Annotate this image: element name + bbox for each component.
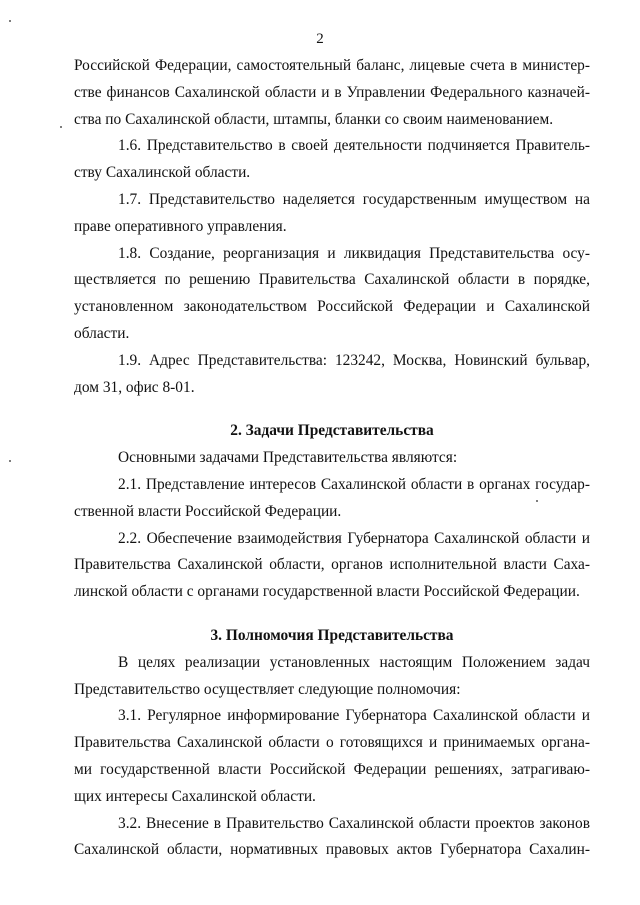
text-line: ства по Сахалинской области, штампы, бланки со своим наименованием.: [74, 110, 554, 128]
text-line: ми государственной власти Российской Федерации решениях, затрагиваю-: [74, 760, 590, 778]
text-line: 1.8. Создание, реорганизация и ликвидация Представительства осу-: [118, 244, 590, 262]
scan-speck: [536, 500, 538, 502]
text-line: Российской Федерации, самостоятельный баланс, лицевые счета в министер-: [74, 57, 590, 74]
text-line: области.: [74, 324, 130, 342]
scan-speck: [60, 126, 62, 128]
text-line: 1.9. Адрес Представительства: 123242, Москва, Новинский бульвар,: [118, 351, 590, 369]
text-line: Правительства Сахалинской области о готовящихся и принимаемых органа-: [74, 734, 590, 752]
page-number: 2: [316, 31, 324, 47]
scan-speck: [9, 20, 11, 22]
text-line: 3.2. Внесение в Правительство Сахалинской области проектов законов: [118, 814, 590, 832]
text-line: 2.2. Обеспечение взаимодействия Губернатора Сахалинской области и: [118, 529, 590, 547]
text-line: установленном законодательством Российской Федерации и Сахалинской: [74, 298, 590, 316]
text-line: Правительства Сахалинской области, органов исполнительной власти Саха-: [74, 556, 590, 574]
text-line: ственной власти Российской Федерации.: [74, 502, 342, 520]
text-line: ществляется по решению Правительства Сахалинской области в порядке,: [74, 271, 590, 289]
document-body: [74, 53, 590, 864]
section-heading: 3. Полномочия Представительства: [210, 626, 454, 644]
text-line: Представительство осуществляет следующие полномочия:: [74, 680, 461, 698]
section-heading: 2. Задачи Представительства: [230, 422, 434, 440]
text-line: 1.7. Представительство наделяется государственным имуществом на: [118, 190, 590, 208]
text-line: Основными задачами Представительства являются:: [118, 449, 458, 467]
scan-speck: [9, 460, 11, 462]
text-line: Сахалинской области, нормативных правовых актов Губернатора Сахалин-: [74, 841, 590, 859]
text-line: линской области с органами государственной власти Российской Федерации.: [74, 583, 580, 601]
text-line: дом 31, офис 8-01.: [74, 378, 195, 396]
text-line: щих интересы Сахалинской области.: [74, 787, 316, 805]
text-line: стве финансов Сахалинской области и в Управлении Федерального казначей-: [74, 83, 590, 101]
text-line: В целях реализации установленных настоящим Положением задач: [118, 653, 590, 671]
text-line: 1.6. Представительство в своей деятельности подчиняется Правитель-: [118, 137, 590, 155]
text-line: 3.1. Регулярное информирование Губернатора Сахалинской области и: [118, 707, 590, 725]
text-line: ству Сахалинской области.: [74, 164, 251, 182]
text-line: 2.1. Представление интересов Сахалинской области в органах государ-: [118, 475, 590, 493]
text-line: праве оперативного управления.: [74, 217, 287, 235]
